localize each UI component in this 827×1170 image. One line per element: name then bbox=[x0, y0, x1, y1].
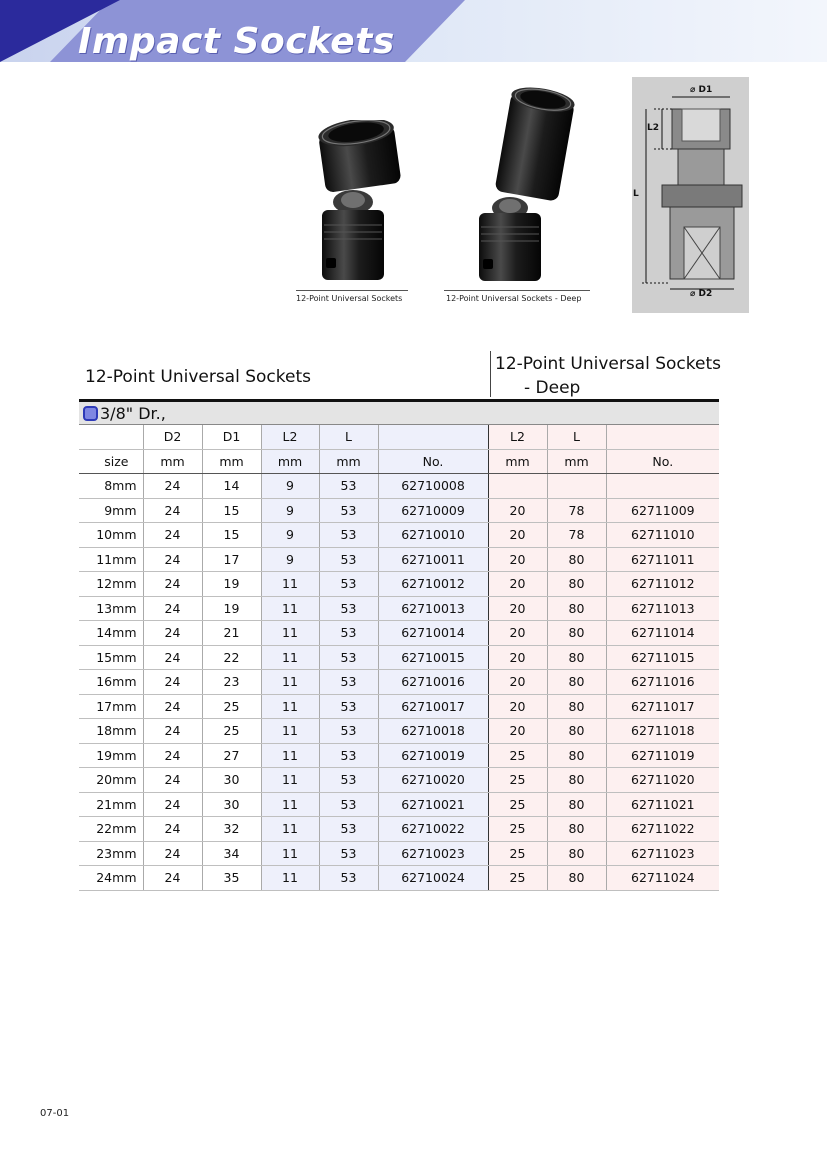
d1-cell: 30 bbox=[202, 792, 261, 817]
d2-cell: 24 bbox=[143, 547, 202, 572]
deep-l2-cell: 20 bbox=[488, 645, 547, 670]
size-cell: 17mm bbox=[79, 694, 143, 719]
deep-part-no-cell: 62711014 bbox=[606, 621, 719, 646]
table-row bbox=[79, 866, 719, 891]
d2-cell: 24 bbox=[143, 719, 202, 744]
d2-cell: 24 bbox=[143, 694, 202, 719]
drive-size-band bbox=[79, 402, 719, 425]
d2-cell: 24 bbox=[143, 645, 202, 670]
d2-cell: 24 bbox=[143, 841, 202, 866]
deep-l-cell: 80 bbox=[547, 694, 606, 719]
part-no-cell: 62710017 bbox=[378, 694, 488, 719]
d1-cell: 25 bbox=[202, 694, 261, 719]
deep-l-cell: 80 bbox=[547, 670, 606, 695]
l-cell: 53 bbox=[319, 841, 378, 866]
deep-l-cell: 80 bbox=[547, 866, 606, 891]
l2-cell: 9 bbox=[261, 498, 319, 523]
l2-cell: 11 bbox=[261, 841, 319, 866]
table-row bbox=[79, 547, 719, 572]
unit-cell: mm bbox=[547, 449, 606, 474]
deep-l2-cell: 20 bbox=[488, 523, 547, 548]
size-cell: 18mm bbox=[79, 719, 143, 744]
deep-section-subtitle: - Deep bbox=[524, 378, 581, 398]
d1-cell: 35 bbox=[202, 866, 261, 891]
table-row bbox=[79, 572, 719, 597]
spec-table bbox=[79, 402, 719, 891]
deep-l2-cell: 20 bbox=[488, 572, 547, 597]
deep-l-cell: 80 bbox=[547, 596, 606, 621]
l2-cell: 11 bbox=[261, 694, 319, 719]
size-cell: 14mm bbox=[79, 621, 143, 646]
d1-cell: 17 bbox=[202, 547, 261, 572]
deep-l-cell bbox=[547, 474, 606, 499]
part-no-cell: 62710009 bbox=[378, 498, 488, 523]
part-no-cell: 62710016 bbox=[378, 670, 488, 695]
deep-l2-cell: 20 bbox=[488, 498, 547, 523]
table-row bbox=[79, 768, 719, 793]
part-no-cell: 62710020 bbox=[378, 768, 488, 793]
size-cell: 16mm bbox=[79, 670, 143, 695]
part-no-cell: 62710012 bbox=[378, 572, 488, 597]
deep-l-cell: 80 bbox=[547, 743, 606, 768]
deep-l-cell: 80 bbox=[547, 572, 606, 597]
deep-l-cell: 80 bbox=[547, 792, 606, 817]
deep-l2-cell: 25 bbox=[488, 841, 547, 866]
d2-label: ⌀ D2 bbox=[690, 289, 713, 299]
caption-rule bbox=[296, 290, 408, 291]
deep-part-no-cell: 62711016 bbox=[606, 670, 719, 695]
l2-cell: 9 bbox=[261, 547, 319, 572]
l2-cell: 11 bbox=[261, 866, 319, 891]
d1-cell: 14 bbox=[202, 474, 261, 499]
deep-l2-cell: 25 bbox=[488, 817, 547, 842]
deep-part-no-cell: 62711019 bbox=[606, 743, 719, 768]
caption-rule bbox=[444, 290, 590, 291]
part-no-cell: 62710011 bbox=[378, 547, 488, 572]
deep-l2-cell: 20 bbox=[488, 694, 547, 719]
table-row bbox=[79, 645, 719, 670]
d1-cell: 19 bbox=[202, 596, 261, 621]
table-row bbox=[79, 523, 719, 548]
l-cell: 53 bbox=[319, 645, 378, 670]
deep-part-no-cell: 62711018 bbox=[606, 719, 719, 744]
size-cell: 10mm bbox=[79, 523, 143, 548]
l-cell: 53 bbox=[319, 694, 378, 719]
d1-cell: 19 bbox=[202, 572, 261, 597]
l-cell: 53 bbox=[319, 523, 378, 548]
deep-l2-cell: 20 bbox=[488, 670, 547, 695]
l-cell: 53 bbox=[319, 621, 378, 646]
d1-cell: 23 bbox=[202, 670, 261, 695]
part-no-cell: 62710023 bbox=[378, 841, 488, 866]
d1-cell: 15 bbox=[202, 523, 261, 548]
l-cell: 53 bbox=[319, 817, 378, 842]
size-cell: 19mm bbox=[79, 743, 143, 768]
size-cell: 23mm bbox=[79, 841, 143, 866]
deep-l2-cell: 25 bbox=[488, 792, 547, 817]
l2-cell: 11 bbox=[261, 621, 319, 646]
table-row bbox=[79, 792, 719, 817]
deep-part-no-cell: 62711015 bbox=[606, 645, 719, 670]
table-header-row bbox=[79, 425, 719, 450]
d2-cell: 24 bbox=[143, 474, 202, 499]
l2-cell: 11 bbox=[261, 572, 319, 597]
deep-part-no-cell: 62711017 bbox=[606, 694, 719, 719]
deep-part-no-cell: 62711010 bbox=[606, 523, 719, 548]
deep-l-cell: 80 bbox=[547, 768, 606, 793]
deep-part-no-cell: 62711023 bbox=[606, 841, 719, 866]
d2-cell: 24 bbox=[143, 498, 202, 523]
table-row bbox=[79, 596, 719, 621]
deep-l-cell: 80 bbox=[547, 719, 606, 744]
deep-part-no-cell: 62711021 bbox=[606, 792, 719, 817]
header-part-no: No. bbox=[378, 449, 488, 474]
table-row bbox=[79, 719, 719, 744]
deep-l2-cell: 25 bbox=[488, 866, 547, 891]
part-no-cell: 62710013 bbox=[378, 596, 488, 621]
part-no-cell: 62710018 bbox=[378, 719, 488, 744]
deep-l2-cell: 20 bbox=[488, 719, 547, 744]
l2-cell: 9 bbox=[261, 523, 319, 548]
deep-l-cell: 78 bbox=[547, 498, 606, 523]
d1-label: ⌀ D1 bbox=[690, 85, 713, 95]
part-no-cell: 62710010 bbox=[378, 523, 488, 548]
deep-l2-cell: 25 bbox=[488, 743, 547, 768]
d1-cell: 25 bbox=[202, 719, 261, 744]
page-title: Impact Sockets bbox=[78, 21, 395, 62]
l-cell: 53 bbox=[319, 743, 378, 768]
l-cell: 53 bbox=[319, 547, 378, 572]
size-cell: 9mm bbox=[79, 498, 143, 523]
d2-cell: 24 bbox=[143, 572, 202, 597]
l-cell: 53 bbox=[319, 498, 378, 523]
deep-l2-cell: 20 bbox=[488, 621, 547, 646]
part-no-cell: 62710014 bbox=[378, 621, 488, 646]
left-photo-caption: 12-Point Universal Sockets bbox=[296, 294, 403, 303]
universal-socket-photo bbox=[300, 120, 410, 285]
header-cell bbox=[606, 425, 719, 450]
d1-cell: 22 bbox=[202, 645, 261, 670]
deep-l2-cell bbox=[488, 474, 547, 499]
d1-cell: 21 bbox=[202, 621, 261, 646]
l-cell: 53 bbox=[319, 596, 378, 621]
header-l: L bbox=[319, 425, 378, 450]
page-number: 07-01 bbox=[40, 1108, 70, 1119]
l2-cell: 11 bbox=[261, 817, 319, 842]
d2-cell: 24 bbox=[143, 523, 202, 548]
table-row bbox=[79, 743, 719, 768]
part-no-cell: 62710024 bbox=[378, 866, 488, 891]
header-l2: L2 bbox=[261, 425, 319, 450]
l-cell: 53 bbox=[319, 670, 378, 695]
d1-cell: 34 bbox=[202, 841, 261, 866]
size-cell: 24mm bbox=[79, 866, 143, 891]
deep-l2-cell: 20 bbox=[488, 547, 547, 572]
deep-part-no-cell bbox=[606, 474, 719, 499]
deep-l2-cell: 20 bbox=[488, 596, 547, 621]
header-deep-part-no: No. bbox=[606, 449, 719, 474]
table-row bbox=[79, 474, 719, 499]
l2-cell: 11 bbox=[261, 743, 319, 768]
l2-cell: 11 bbox=[261, 670, 319, 695]
deep-part-no-cell: 62711020 bbox=[606, 768, 719, 793]
part-no-cell: 62710022 bbox=[378, 817, 488, 842]
unit-cell: mm bbox=[488, 449, 547, 474]
header-size: size bbox=[79, 449, 143, 474]
table-row bbox=[79, 670, 719, 695]
size-cell: 20mm bbox=[79, 768, 143, 793]
deep-l-cell: 80 bbox=[547, 841, 606, 866]
right-photo-caption: 12-Point Universal Sockets - Deep bbox=[446, 294, 582, 303]
header-banner bbox=[0, 0, 827, 62]
l2-cell: 11 bbox=[261, 768, 319, 793]
d2-cell: 24 bbox=[143, 621, 202, 646]
header-cell bbox=[378, 425, 488, 450]
deep-l-cell: 80 bbox=[547, 547, 606, 572]
deep-part-no-cell: 62711024 bbox=[606, 866, 719, 891]
header-d2: D2 bbox=[143, 425, 202, 450]
d1-cell: 15 bbox=[202, 498, 261, 523]
deep-part-no-cell: 62711012 bbox=[606, 572, 719, 597]
l2-cell: 11 bbox=[261, 792, 319, 817]
l-cell: 53 bbox=[319, 572, 378, 597]
l-label: L bbox=[633, 189, 639, 199]
square-drive-icon bbox=[83, 406, 98, 421]
deep-l2-cell: 25 bbox=[488, 768, 547, 793]
unit-cell: mm bbox=[319, 449, 378, 474]
deep-part-no-cell: 62711013 bbox=[606, 596, 719, 621]
d2-cell: 24 bbox=[143, 817, 202, 842]
deep-l-cell: 80 bbox=[547, 817, 606, 842]
l-cell: 53 bbox=[319, 866, 378, 891]
l-cell: 53 bbox=[319, 792, 378, 817]
size-cell: 15mm bbox=[79, 645, 143, 670]
size-cell: 22mm bbox=[79, 817, 143, 842]
header-d1: D1 bbox=[202, 425, 261, 450]
unit-cell: mm bbox=[261, 449, 319, 474]
l-cell: 53 bbox=[319, 768, 378, 793]
deep-l-cell: 80 bbox=[547, 621, 606, 646]
d2-cell: 24 bbox=[143, 792, 202, 817]
deep-part-no-cell: 62711009 bbox=[606, 498, 719, 523]
table-row bbox=[79, 817, 719, 842]
deep-universal-socket-photo bbox=[465, 85, 585, 285]
d2-cell: 24 bbox=[143, 866, 202, 891]
d2-cell: 24 bbox=[143, 743, 202, 768]
d2-cell: 24 bbox=[143, 768, 202, 793]
drive-size-label: 3/8" Dr., bbox=[100, 403, 166, 423]
table-row bbox=[79, 621, 719, 646]
table-row bbox=[79, 841, 719, 866]
l2-label: L2 bbox=[647, 123, 659, 133]
table-row bbox=[79, 694, 719, 719]
unit-cell: mm bbox=[202, 449, 261, 474]
l-cell: 53 bbox=[319, 719, 378, 744]
part-no-cell: 62710021 bbox=[378, 792, 488, 817]
l2-cell: 11 bbox=[261, 645, 319, 670]
dimension-diagram bbox=[632, 77, 749, 313]
deep-part-no-cell: 62711011 bbox=[606, 547, 719, 572]
d2-cell: 24 bbox=[143, 670, 202, 695]
size-cell: 11mm bbox=[79, 547, 143, 572]
part-no-cell: 62710015 bbox=[378, 645, 488, 670]
d2-cell: 24 bbox=[143, 596, 202, 621]
header-deep-l2: L2 bbox=[488, 425, 547, 450]
standard-section-title: 12-Point Universal Sockets bbox=[85, 367, 311, 387]
l2-cell: 9 bbox=[261, 474, 319, 499]
header-cell bbox=[79, 425, 143, 450]
l-cell: 53 bbox=[319, 474, 378, 499]
d1-cell: 27 bbox=[202, 743, 261, 768]
table-unit-row bbox=[79, 449, 719, 474]
d1-cell: 32 bbox=[202, 817, 261, 842]
deep-part-no-cell: 62711022 bbox=[606, 817, 719, 842]
deep-l-cell: 78 bbox=[547, 523, 606, 548]
part-no-cell: 62710008 bbox=[378, 474, 488, 499]
size-cell: 12mm bbox=[79, 572, 143, 597]
header-deep-l: L bbox=[547, 425, 606, 450]
d1-cell: 30 bbox=[202, 768, 261, 793]
socket-cross-section bbox=[632, 77, 749, 313]
table-row bbox=[79, 498, 719, 523]
l2-cell: 11 bbox=[261, 596, 319, 621]
section-divider bbox=[490, 351, 491, 397]
unit-cell: mm bbox=[143, 449, 202, 474]
size-cell: 8mm bbox=[79, 474, 143, 499]
deep-section-title: 12-Point Universal Sockets bbox=[495, 354, 721, 374]
size-cell: 21mm bbox=[79, 792, 143, 817]
deep-l-cell: 80 bbox=[547, 645, 606, 670]
l2-cell: 11 bbox=[261, 719, 319, 744]
size-cell: 13mm bbox=[79, 596, 143, 621]
part-no-cell: 62710019 bbox=[378, 743, 488, 768]
